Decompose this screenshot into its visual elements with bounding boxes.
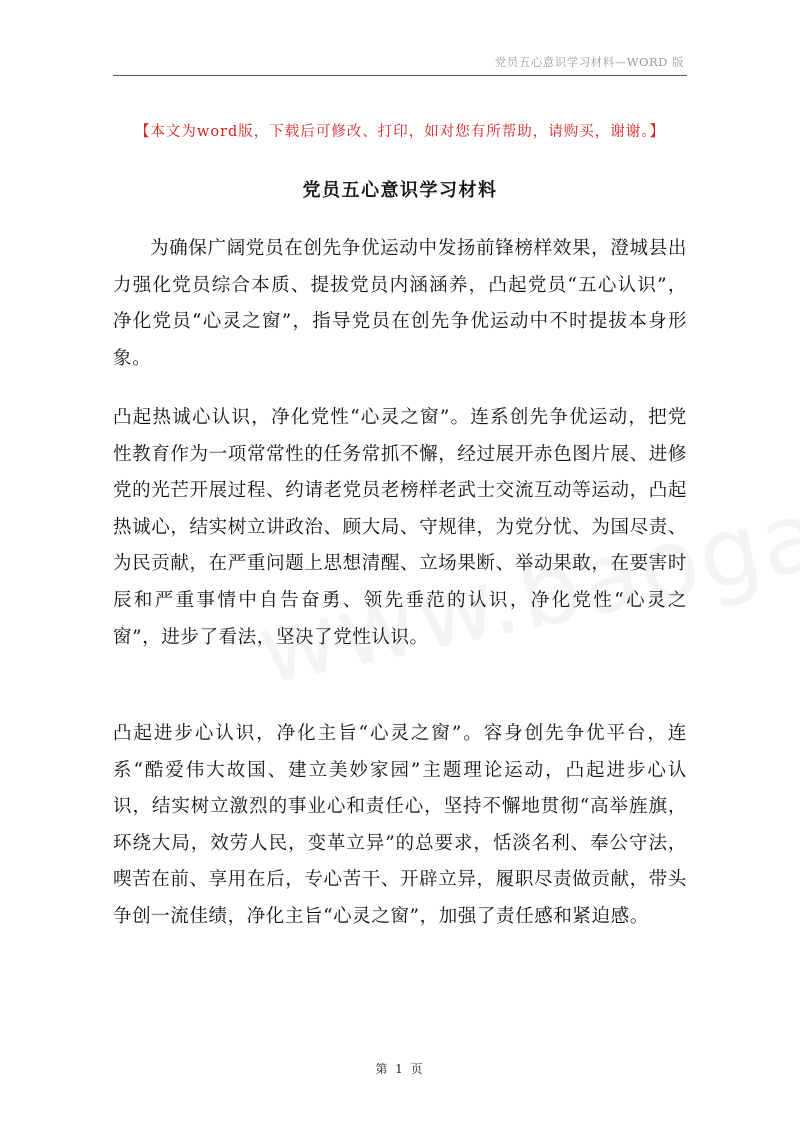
document-title: 党员五心意识学习材料: [302, 180, 498, 201]
running-header: 党员五心意识学习材料—WORD 版: [494, 55, 684, 69]
paragraph-progress: 凸起进步心认识，净化主旨“心灵之窗”。容身创先争优平台，连系“酷爱伟大故国、建立美妙家园”主题理论运动，凸起进步心认识，结实树立激烈的事业心和责任心，坚持不懈地贯彻“高举旌旗，环绕大局，效劳人民，变革立异”的总要求，恬淡名利、奉公守法，喫苦在前、享用在后，专心苦干、开辟立异，履职尽责做贡献，带头争创一流佳绩，净化主旨“心灵之窗”，加强了责任感和紧迫感。: [113, 723, 687, 927]
paragraph-sincerity: 凸起热诚心认识，净化党性“心灵之窗”。连系创先争优运动，把党性教育作为一项常常性的任务常抓不懈，经过展开赤色图片展、进修党的光芒开展过程、约请老党员老榜样老武士交流互动等运动，凸起热诚心，结实树立讲政治、顾大局、守规律，为党分忧、为国尽责、为民贡献，在严重问题上思想清醒、立场果断、举动果敢，在要害时辰和严重事情中自告奋勇、领先垂范的认识，净化党性“心灵之窗”，进步了看法，坚决了党性认识。: [113, 407, 687, 648]
paragraph-intro: 为确保广阔党员在创先争优运动中发扬前锋榜样效果，澄城县出力强化党员综合本质、提拔党员内涵涵养，凸起党员“五心认识”，净化党员“心灵之窗”，指导党员在创先争优运动中不时提拔本身形象。: [113, 238, 687, 369]
page-number: 第 1 页: [375, 1062, 425, 1076]
purchase-notice: 【本文为word版，下载后可修改、打印，如对您有所帮助，请购买，谢谢。】: [134, 124, 666, 140]
header-divider: [113, 75, 687, 76]
